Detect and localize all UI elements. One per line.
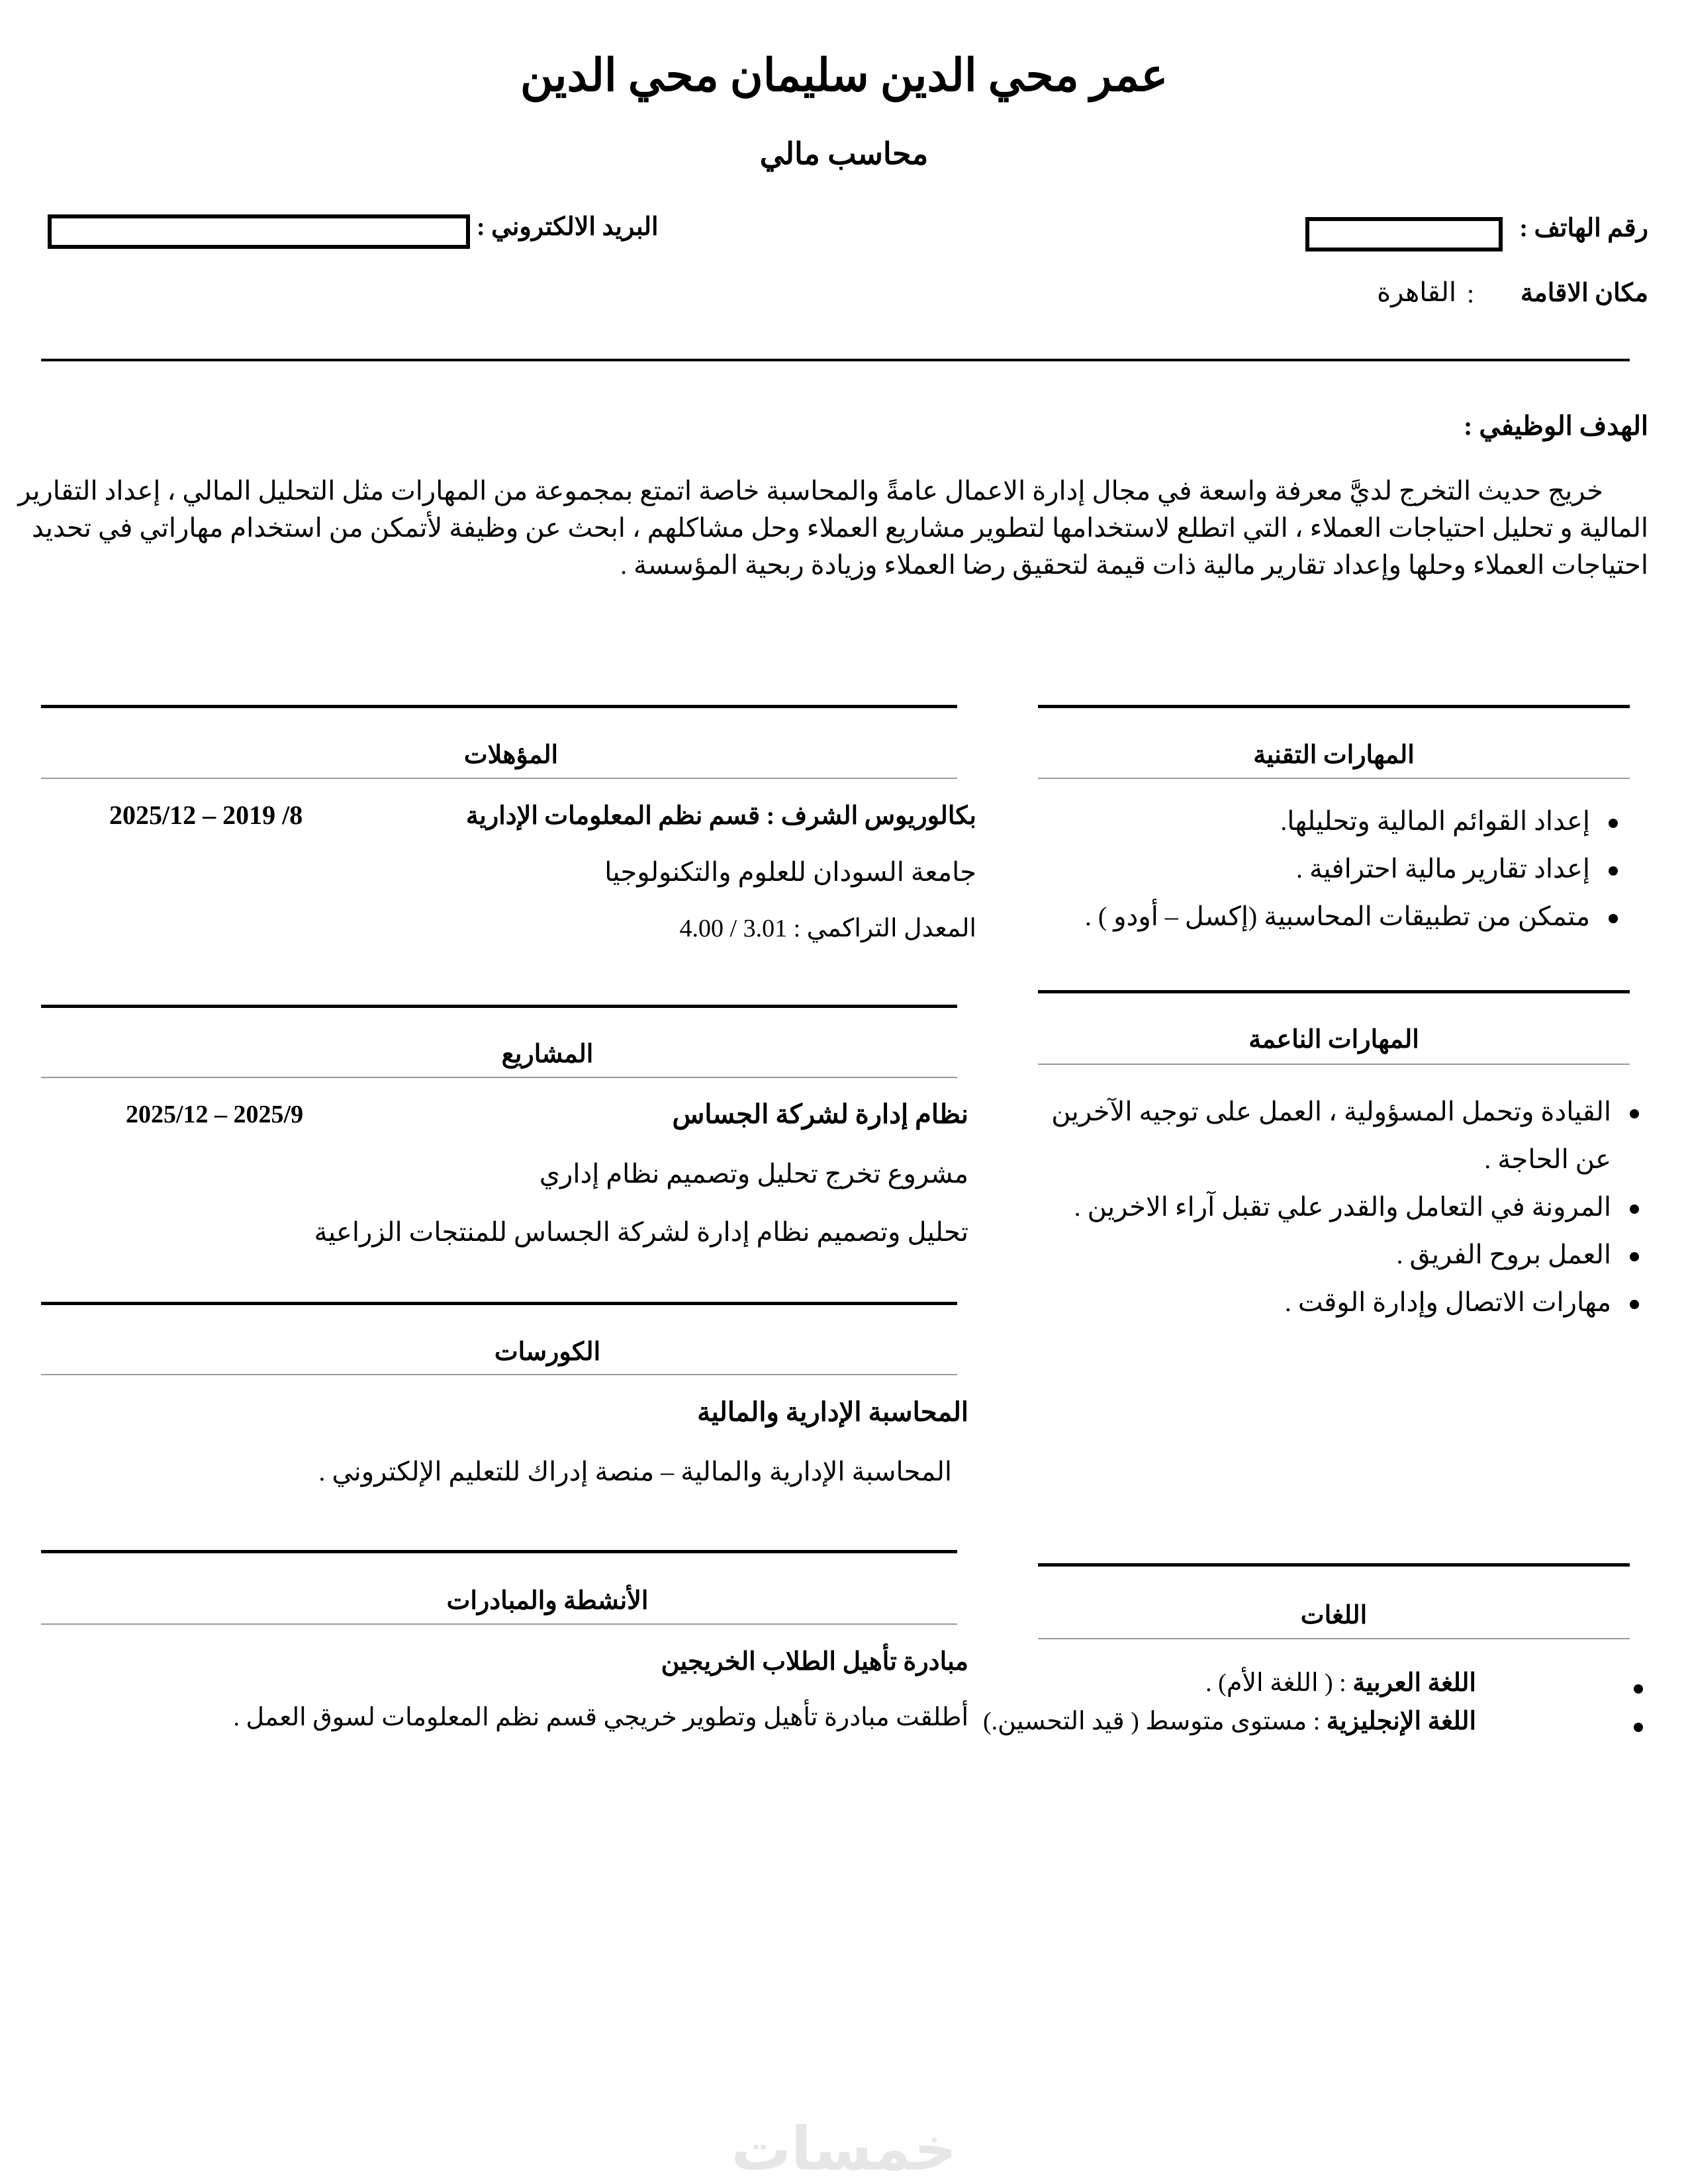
projects-heading: المشاريع bbox=[501, 1040, 594, 1068]
residence-separator: : bbox=[1467, 279, 1475, 308]
course-description: المحاسبة الإدارية والمالية – منصة إدراك للتعليم الإلكتروني . bbox=[318, 1457, 952, 1486]
tech-skills-underline bbox=[1038, 778, 1630, 779]
project-line-2: تحليل وتصميم نظام إدارة لشركة الجساس للمنتجات الزراعية bbox=[314, 1217, 968, 1247]
email-label: البريد الالكتروني : bbox=[477, 213, 659, 241]
qualifications-heading: المؤهلات bbox=[463, 741, 559, 769]
languages-underline bbox=[1038, 1638, 1630, 1639]
qualification-degree: بكالوريوس الشرف : قسم نظم المعلومات الإدارية bbox=[465, 802, 976, 830]
residence-value: القاهرة bbox=[1377, 277, 1456, 307]
language-name: اللغة العربية bbox=[1352, 1669, 1476, 1697]
languages-top-rule bbox=[1038, 1563, 1630, 1567]
language-bullet bbox=[1634, 1684, 1643, 1694]
soft-skill-item: العمل بروح الفريق . bbox=[1034, 1231, 1643, 1279]
tech-skill-item: إعداد القوائم المالية وتحليلها. bbox=[1026, 797, 1622, 845]
tech-skill-item: متمكن من تطبيقات المحاسبية (إكسل – أودو ) . bbox=[1026, 893, 1622, 940]
language-name: اللغة الإنجليزية bbox=[1326, 1707, 1476, 1735]
qualification-dates: 2025/12 – 2019 /8 bbox=[109, 800, 303, 830]
language-item bbox=[983, 1706, 1476, 1736]
tech-skills-heading: المهارات التقنية bbox=[1253, 741, 1415, 769]
language-bullet bbox=[1634, 1723, 1643, 1732]
courses-underline bbox=[41, 1374, 957, 1375]
cv-name: عمر محي الدين سليمان محي الدين bbox=[520, 50, 1168, 101]
activity-title: مبادرة تأهيل الطلاب الخريجين bbox=[661, 1648, 968, 1676]
language-item bbox=[1205, 1668, 1476, 1698]
qualifications-underline bbox=[41, 778, 957, 779]
projects-top-rule bbox=[41, 1005, 957, 1008]
soft-skills-top-rule bbox=[1038, 990, 1630, 993]
residence-label: مكان الاقامة bbox=[1520, 279, 1648, 307]
soft-skill-item: المرونة في التعامل والقدر علي تقبل آراء الاخرين . bbox=[1034, 1183, 1643, 1231]
qualifications-top-rule bbox=[41, 705, 957, 708]
project-line-1: مشروع تخرج تحليل وتصميم نظام إداري bbox=[539, 1159, 968, 1189]
watermark-logo: خمسات bbox=[731, 2115, 957, 2184]
soft-skills-list bbox=[1034, 1088, 1643, 1326]
projects-underline bbox=[41, 1077, 957, 1078]
activities-heading: الأنشطة والمبادرات bbox=[446, 1587, 649, 1615]
project-title: نظام إدارة لشركة الجساس bbox=[672, 1099, 968, 1129]
objective-heading: الهدف الوظيفي : bbox=[1464, 411, 1648, 441]
language-level: : ( اللغة الأم) . bbox=[1205, 1669, 1353, 1697]
tech-skill-item: إعداد تقارير مالية احترافية . bbox=[1026, 845, 1622, 893]
language-level: : مستوى متوسط ( قيد التحسين.) bbox=[982, 1707, 1327, 1735]
tech-skills-list bbox=[1026, 797, 1622, 940]
qualification-gpa: المعدل التراكمي : 3.01 / 4.00 bbox=[679, 915, 976, 942]
objective-line-1: خريج حديث التخرج لديَّ معرفة واسعة في مجال إدارة الاعمال عامةً والمحاسبة خاصة اتمتع بمجموعة من المهارات مثل التحليل المالي ، إعداد التقارير bbox=[18, 476, 1603, 506]
tech-skills-top-rule bbox=[1038, 705, 1630, 708]
soft-skill-item: مهارات الاتصال وإدارة الوقت . bbox=[1034, 1279, 1643, 1326]
activity-description: أطلقت مبادرة تأهيل وتطوير خريجي قسم نظم المعلومات لسوق العمل . bbox=[233, 1704, 968, 1731]
soft-skill-item: القيادة وتحمل المسؤولية ، العمل على توجيه الآخرين عن الحاجة . bbox=[1034, 1088, 1643, 1183]
soft-skills-underline bbox=[1038, 1064, 1630, 1065]
phone-redacted-box bbox=[1305, 217, 1503, 251]
languages-heading: اللغات bbox=[1300, 1602, 1368, 1629]
qualification-university: جامعة السودان للعلوم والتكنولوجيا bbox=[604, 857, 976, 887]
header-divider bbox=[41, 359, 1630, 361]
objective-line-2: المالية و تحليل احتياجات العملاء ، التي اتطلع لاستخدامها لتطوير مشاريع العملاء وحل مشاكلهم ، ابحث عن وظيفة لأتمكن من استخدام مهاراتي في تحديد bbox=[31, 513, 1648, 543]
phone-label: رقم الهاتف : bbox=[1519, 214, 1648, 242]
objective-line-3: احتياجات العملاء وحلها وإعداد تقارير مالية ذات قيمة لتحقيق رضا العملاء وزيادة ربحية المؤسسة . bbox=[620, 550, 1648, 580]
course-title: المحاسبة الإدارية والمالية bbox=[697, 1397, 968, 1427]
courses-top-rule bbox=[41, 1302, 957, 1305]
soft-skills-heading: المهارات الناعمة bbox=[1248, 1026, 1419, 1054]
email-redacted-box bbox=[48, 214, 470, 249]
project-dates: 2025/12 – 2025/9 bbox=[126, 1101, 304, 1128]
activities-top-rule bbox=[41, 1550, 957, 1553]
job-title: محاسب مالي bbox=[759, 137, 929, 171]
activities-underline bbox=[41, 1623, 957, 1625]
courses-heading: الكورسات bbox=[494, 1338, 601, 1366]
